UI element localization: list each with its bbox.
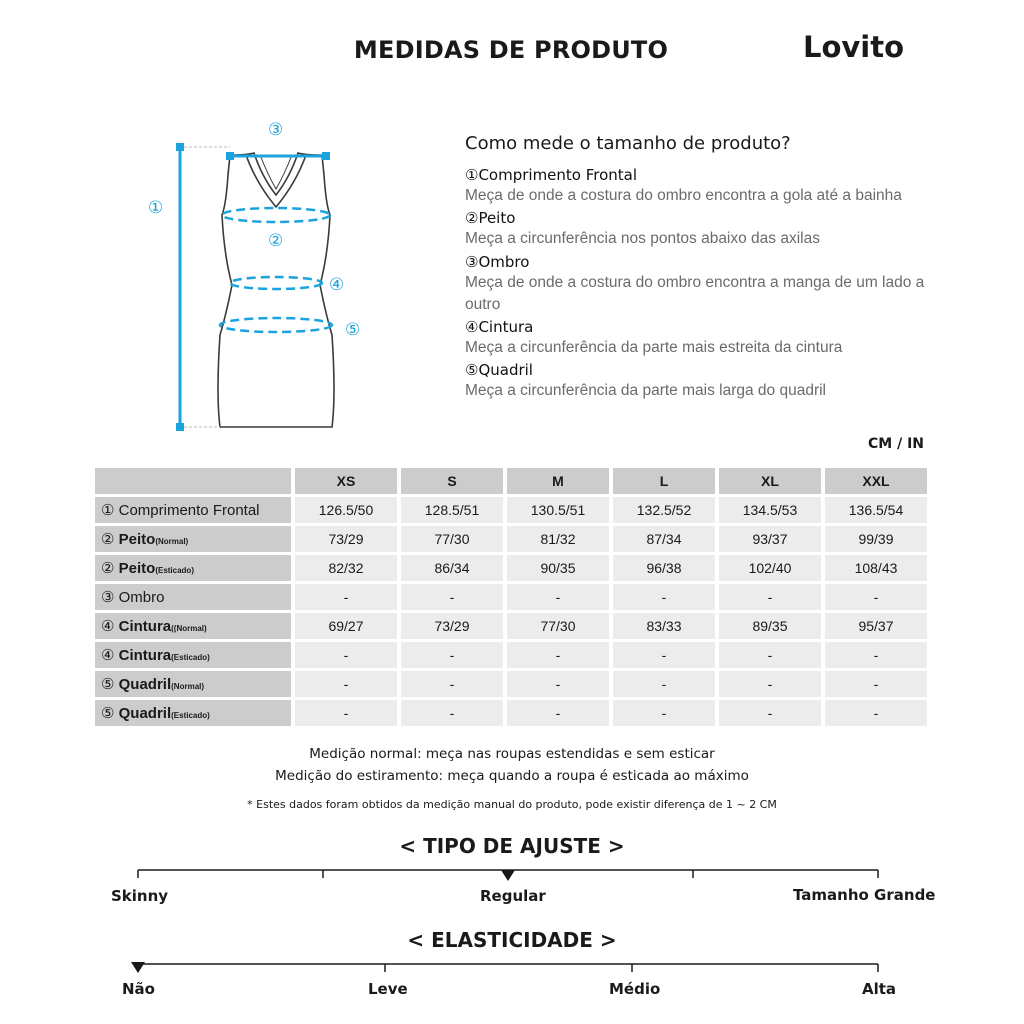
table-cell: - — [613, 671, 715, 697]
table-cell: 128.5/51 — [401, 497, 503, 523]
row-number: ② — [101, 531, 115, 548]
row-sublabel: (Normal) — [155, 537, 189, 546]
row-label — [95, 613, 291, 639]
row-number: ② — [101, 560, 115, 577]
table-cell: 108/43 — [825, 555, 927, 581]
elasticity-label-alta: Alta — [862, 980, 897, 998]
table-row — [95, 584, 927, 610]
table-row — [95, 642, 927, 668]
table-cell: - — [719, 584, 821, 610]
row-sublabel: (Normal) — [171, 682, 205, 691]
table-cell: - — [613, 642, 715, 668]
table-row — [95, 497, 927, 523]
table-cell: - — [719, 700, 821, 726]
table-cell: - — [825, 671, 927, 697]
howto-item-desc: Meça a circunferência nos pontos abaixo das axilas — [465, 230, 820, 247]
howto-question: Como mede o tamanho de produto? — [465, 133, 791, 154]
table-cell: - — [719, 642, 821, 668]
howto-item-title: ①Comprimento Frontal — [465, 166, 638, 184]
row-name: Ombro — [118, 589, 165, 606]
row-name: Cintura — [118, 618, 172, 635]
fit-label-skinny: Skinny — [111, 887, 169, 905]
note-disclaimer: * Estes dados foram obtidos da medição manual do produto, pode existir diferença de 1 ~ 2 CM — [247, 798, 777, 811]
elasticity-scale — [130, 958, 890, 982]
table-cell: - — [507, 671, 609, 697]
row-number: ⑤ — [101, 705, 115, 722]
marker-4: ④ — [329, 275, 345, 295]
table-row — [95, 526, 927, 552]
table-cell: 90/35 — [507, 555, 609, 581]
fit-title: < TIPO DE AJUSTE > — [399, 834, 625, 858]
row-sublabel: (Esticado) — [171, 653, 210, 662]
table-cell: 132.5/52 — [613, 497, 715, 523]
howto-item-desc: Meça a circunferência da parte mais estreita da cintura — [465, 339, 843, 356]
table-cell: - — [401, 700, 503, 726]
row-sublabel: (Esticado) — [171, 711, 210, 720]
table-cell: - — [507, 642, 609, 668]
fit-scale — [130, 864, 890, 888]
row-number: ④ — [101, 618, 115, 635]
size-header: XL — [719, 468, 821, 494]
table-cell: - — [295, 700, 397, 726]
howto-item-title: ⑤Quadril — [465, 361, 533, 379]
marker-5: ⑤ — [345, 320, 361, 340]
table-cell: 93/37 — [719, 526, 821, 552]
row-label — [95, 700, 291, 726]
table-cell: - — [825, 584, 927, 610]
row-name: Cintura — [118, 647, 172, 664]
howto-item-title: ③Ombro — [465, 253, 530, 271]
dress-diagram — [140, 115, 380, 435]
row-label — [95, 584, 291, 610]
row-label — [95, 555, 291, 581]
table-cell: - — [613, 584, 715, 610]
table-cell: - — [401, 642, 503, 668]
fit-label-large: Tamanho Grande — [793, 886, 936, 904]
table-cell: - — [613, 700, 715, 726]
table-cell: 87/34 — [613, 526, 715, 552]
page-title: MEDIDAS DE PRODUTO — [353, 36, 669, 64]
table-cell: - — [507, 700, 609, 726]
table-cell: 102/40 — [719, 555, 821, 581]
marker-3: ③ — [268, 120, 284, 140]
howto-item-desc: Meça a circunferência da parte mais larga do quadril — [465, 382, 826, 399]
table-cell: 83/33 — [613, 613, 715, 639]
howto-item-title: ④Cintura — [465, 318, 534, 336]
elasticity-pointer-icon — [131, 962, 145, 973]
row-number: ① — [101, 502, 115, 519]
table-row — [95, 700, 927, 726]
size-header: M — [507, 468, 609, 494]
table-row — [95, 671, 927, 697]
table-cell: 95/37 — [825, 613, 927, 639]
table-cell: 86/34 — [401, 555, 503, 581]
marker-2: ② — [268, 231, 284, 251]
table-cell: 134.5/53 — [719, 497, 821, 523]
row-label — [95, 526, 291, 552]
note-stretch: Medição do estiramento: meça quando a roupa é esticada ao máximo — [275, 768, 749, 784]
table-cell: 73/29 — [295, 526, 397, 552]
row-name: Peito — [118, 560, 156, 577]
table-cell: - — [295, 671, 397, 697]
row-label — [95, 642, 291, 668]
table-cell: - — [719, 671, 821, 697]
marker-1: ① — [148, 198, 164, 218]
table-cell: 99/39 — [825, 526, 927, 552]
row-name: Quadril — [118, 676, 172, 693]
row-number: ④ — [101, 647, 115, 664]
elasticity-label-medio: Médio — [609, 980, 661, 998]
howto-item-desc: Meça de onde a costura do ombro encontra a manga de um lado a outro — [465, 274, 925, 313]
table-row — [95, 555, 927, 581]
size-header: L — [613, 468, 715, 494]
row-name: Quadril — [118, 705, 172, 722]
brand-logo: Lovito — [803, 30, 905, 64]
elasticity-label-nao: Não — [122, 980, 155, 998]
table-cell: 73/29 — [401, 613, 503, 639]
table-cell: 130.5/51 — [507, 497, 609, 523]
howto-item-desc: Meça de onde a costura do ombro encontra a gola até a bainha — [465, 187, 902, 204]
table-cell: - — [401, 584, 503, 610]
note-normal: Medição normal: meça nas roupas estendidas e sem esticar — [309, 746, 715, 762]
table-cell: 136.5/54 — [825, 497, 927, 523]
size-header: S — [401, 468, 503, 494]
table-cell: 77/30 — [507, 613, 609, 639]
size-table — [91, 465, 931, 729]
table-cell: - — [825, 700, 927, 726]
elasticity-label-leve: Leve — [368, 980, 408, 998]
table-cell: - — [295, 584, 397, 610]
size-header: XXL — [825, 468, 927, 494]
row-sublabel: (Esticado) — [155, 566, 194, 575]
elasticity-title: < ELASTICIDADE > — [407, 928, 617, 952]
table-cell: - — [507, 584, 609, 610]
howto-item-title: ②Peito — [465, 209, 516, 227]
table-cell: 126.5/50 — [295, 497, 397, 523]
table-corner — [95, 468, 291, 494]
row-name: Peito — [118, 531, 156, 548]
table-cell: 89/35 — [719, 613, 821, 639]
row-name: Comprimento Frontal — [118, 502, 260, 519]
fit-label-regular: Regular — [480, 887, 546, 905]
row-sublabel: ((Normal) — [171, 624, 207, 633]
table-cell: 96/38 — [613, 555, 715, 581]
table-cell: 77/30 — [401, 526, 503, 552]
table-cell: - — [401, 671, 503, 697]
table-cell: 82/32 — [295, 555, 397, 581]
table-cell: - — [295, 642, 397, 668]
unit-label: CM / IN — [868, 436, 924, 452]
table-cell: - — [825, 642, 927, 668]
row-number: ③ — [101, 589, 115, 606]
fit-pointer-icon — [501, 870, 515, 881]
table-row — [95, 613, 927, 639]
size-header: XS — [295, 468, 397, 494]
row-label — [95, 671, 291, 697]
table-cell: 69/27 — [295, 613, 397, 639]
row-label — [95, 497, 291, 523]
table-header-row — [95, 468, 927, 494]
table-cell: 81/32 — [507, 526, 609, 552]
row-number: ⑤ — [101, 676, 115, 693]
